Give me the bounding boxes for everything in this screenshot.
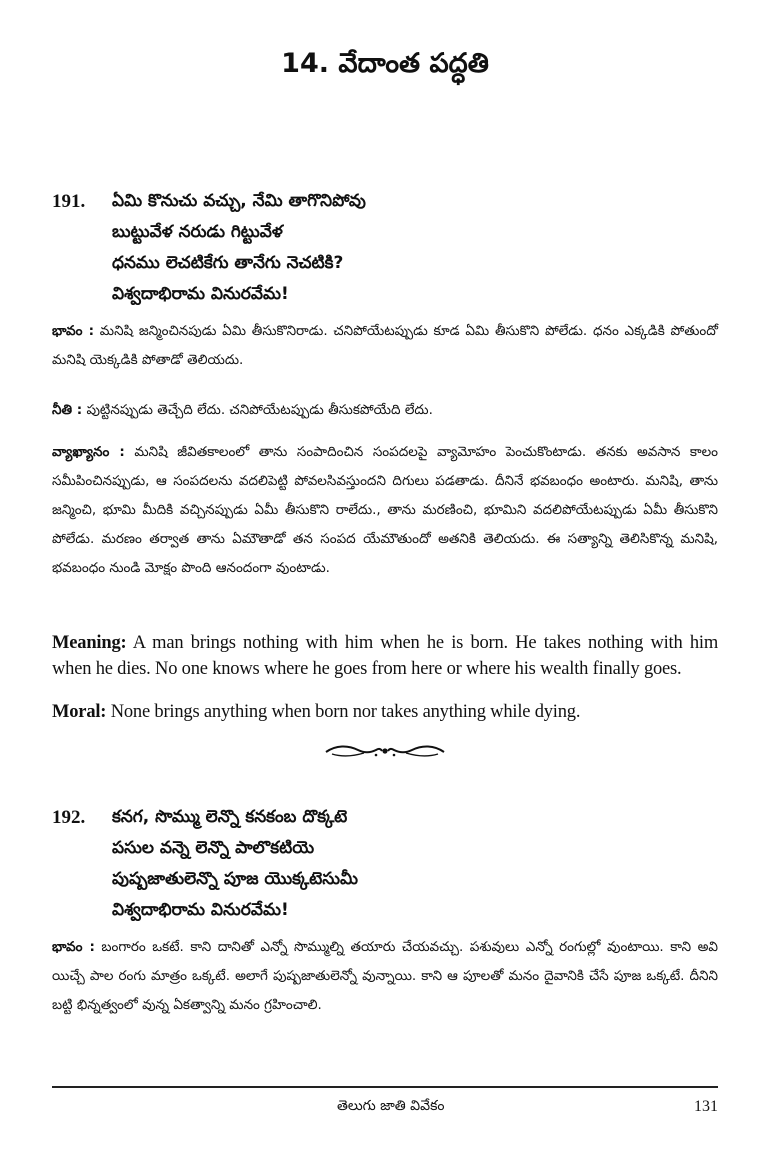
verse-line: పుష్పజాతులెన్నొ పూజ యొక్కటెసుమీ bbox=[112, 869, 359, 889]
verse-lines bbox=[112, 186, 366, 310]
meaning-paragraph bbox=[52, 630, 718, 682]
page-number: 131 bbox=[694, 1098, 718, 1115]
bhavam-label: భావం : bbox=[52, 939, 95, 955]
bhavam-label: భావం : bbox=[52, 323, 95, 339]
bhavam-text: మనిషి జన్మించినపుడు ఏమి తీసుకొనిరాడు. చనిపోయేటప్పుడు కూడ ఏమి తీసుకొని పోలేడు. ధనం ఎక్కడికి పోతుందో మనిషి యెక్కడికి పోతాడో తెలియదు. bbox=[52, 323, 718, 368]
moral-paragraph bbox=[52, 699, 718, 725]
verse-line: ధనము లెచటికేగు తానేగు నెచటికి? bbox=[112, 253, 344, 273]
verse-number: 191. bbox=[52, 191, 86, 212]
neethi-text: పుట్టినప్పుడు తెచ్చేది లేదు. చనిపోయేటప్పుడు తీసుకపోయేది లేదు. bbox=[86, 402, 433, 418]
verse-line: కనగ, సొమ్ము లెన్నొ కనకంబ దొక్కటె bbox=[112, 807, 348, 827]
vyakhyanam-text: మనిషి జీవితకాలంలో తాను సంపాదించిన సంపదలపై వ్యామోహం పెంచుకొంటాడు. తనకు అవసాన కాలం సమీపించినప్పుడు, ఆ సంపదలను వదలిపెట్టి పోవలసివస్తుందని దిగులు పడతాడు. దీనినే భవబంధం అంటారు. మనిషి, తాను జన్మించి, భూమి మీదికి వచ్చినప్పుడు ఏమీ తీసుకొని రాలేదు., తాను మరణించి, భూమిని వదలిపోయేటప్పుడు ఏమీ తీసుకొని పోలేడు. మరణం తర్వాత తాను ఏమౌతాడో తన సంపద యేమౌతుందో అతనికి తెలియదు. ఈ సత్యాన్ని తెలిసికొన్న మనిషి, భవబంధం నుండి మోక్షం పొంది ఆనందంగా వుంటాడు. bbox=[52, 444, 719, 576]
moral-text: None brings anything when born nor takes anything while dying. bbox=[110, 702, 581, 722]
verse-line: పసుల వన్నె లెన్నొ పాలొకటియె bbox=[112, 838, 315, 858]
meaning-label: Meaning: bbox=[52, 633, 127, 653]
moral-label: Moral: bbox=[52, 702, 107, 722]
verse-line: బుట్టువేళ నరుడు గిట్టువేళ bbox=[112, 222, 283, 242]
verse-line: ఏమి కొనుచు వచ్చు, నేమి తాగొనిపోవు bbox=[112, 191, 366, 211]
neethi-paragraph bbox=[52, 396, 718, 425]
vyakhyanam-label: వ్యాఖ్యానం : bbox=[52, 444, 125, 460]
ornament-divider-icon bbox=[324, 741, 446, 761]
footer-book-title: తెలుగు జాతి వివేకం bbox=[337, 1098, 445, 1114]
page bbox=[52, 0, 718, 1165]
neethi-label: నీతి : bbox=[52, 402, 83, 418]
verse-line: విశ్వదాభిరామ వినురవేమ! bbox=[112, 284, 289, 304]
verse-line: విశ్వదాభిరామ వినురవేమ! bbox=[112, 900, 289, 920]
vyakhyanam-paragraph bbox=[52, 438, 718, 583]
bhavam-paragraph bbox=[52, 933, 718, 1020]
meaning-text: A man brings nothing with him when he is born. He takes nothing with him when he dies. No one knows where he goes from here or where his wealth finally goes. bbox=[52, 633, 719, 679]
footer-divider bbox=[52, 1086, 718, 1088]
bhavam-text: బంగారం ఒకటే. కాని దానితో ఎన్నో సొమ్ముల్ని తయారు చేయవచ్చు. పశువులు ఎన్నో రంగుల్లో వుంటాయి. కాని అవి యిచ్చే పాల రంగు మాత్రం ఒక్కటే. అలాగే పుష్పజాతులెన్నో వున్నాయి. కాని ఆ పూలతో మనం దైవానికి చేసే పూజ ఒక్కటే. దీనిని బట్టి భిన్నత్వంలో వున్న ఏకత్వాన్ని మనం గ్రహించాలి. bbox=[52, 939, 718, 1013]
verse-number: 192. bbox=[52, 807, 86, 828]
chapter-title: 14. వేదాంత పద్ధతి bbox=[281, 48, 489, 79]
verse-lines bbox=[112, 802, 358, 926]
bhavam-paragraph bbox=[52, 317, 718, 375]
